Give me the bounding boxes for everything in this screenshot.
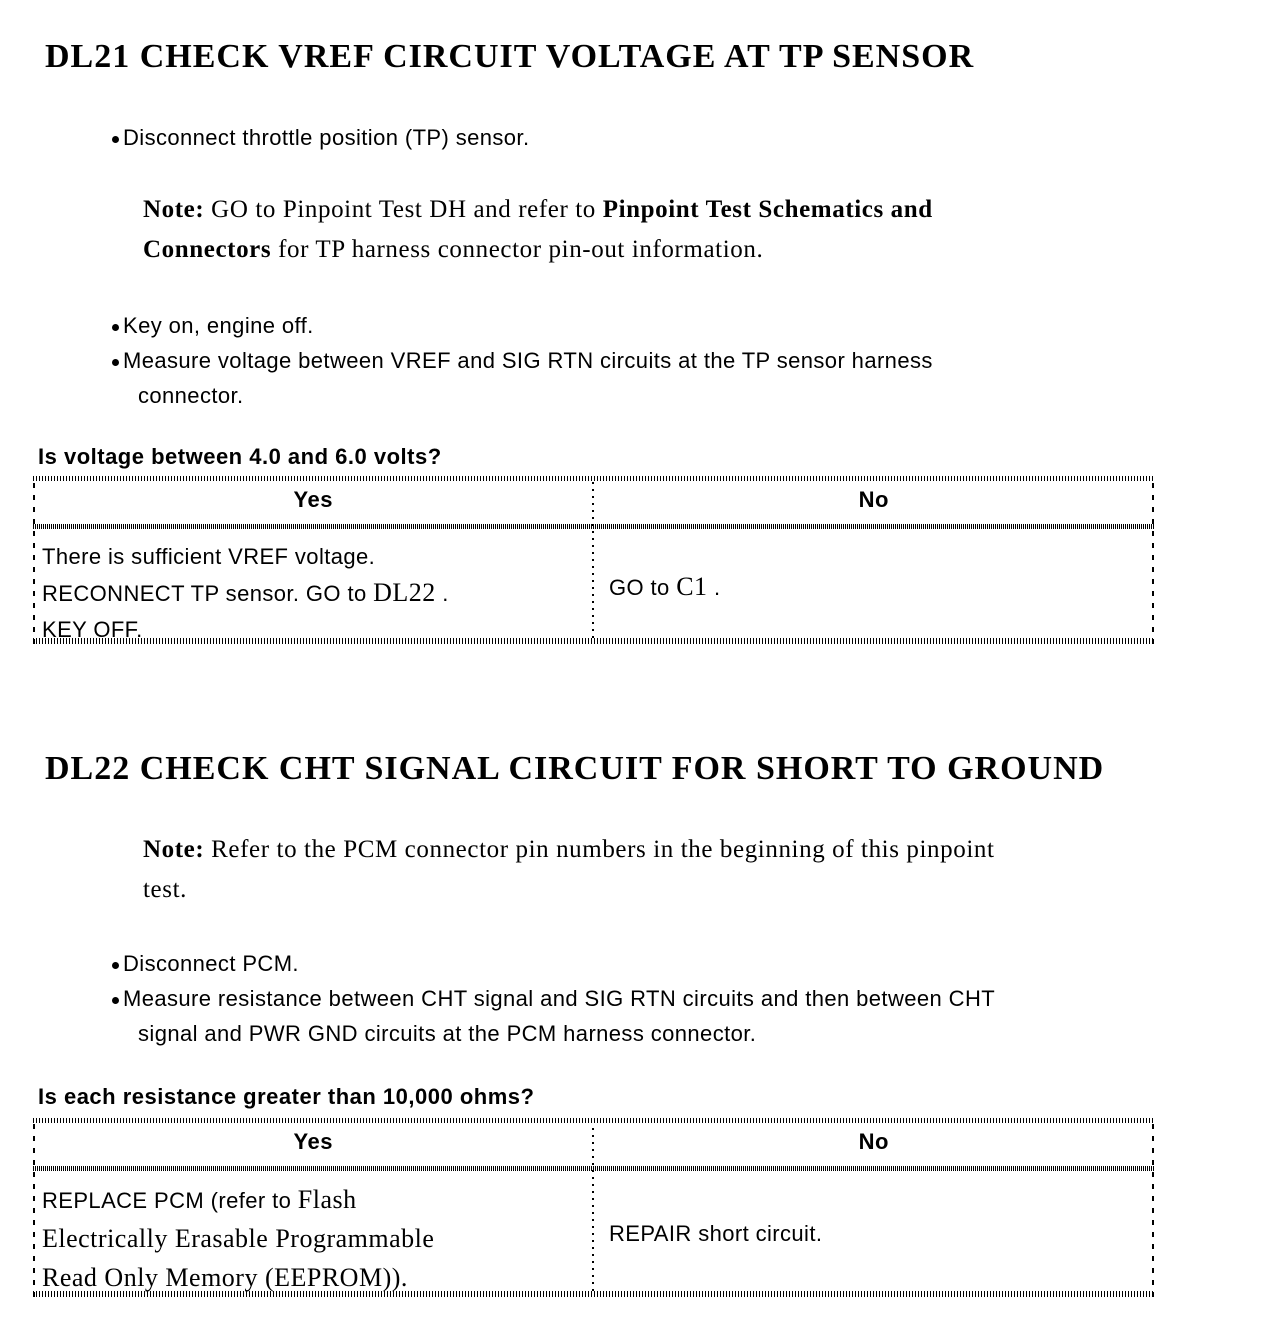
note-text-1: GO to Pinpoint Test DH and refer to bbox=[204, 196, 603, 223]
step-text-line1: Measure resistance between CHT signal and SIG RTN circuits and then between CHT bbox=[123, 986, 996, 1011]
dl21-step-list-1 bbox=[112, 120, 529, 155]
dl22-question: Is each resistance greater than 10,000 ohms? bbox=[38, 1084, 535, 1109]
section-title-dl21: DL21 CHECK VREF CIRCUIT VOLTAGE AT TP SENSOR bbox=[45, 38, 975, 75]
no-column-header: No bbox=[858, 487, 889, 512]
yes-result-line1: There is sufficient VREF voltage. bbox=[42, 544, 376, 569]
no-result-after: . bbox=[707, 574, 721, 600]
step-text: Disconnect throttle position (TP) sensor. bbox=[123, 125, 530, 150]
no-result-text bbox=[609, 572, 721, 602]
list-item-measure-resistance bbox=[112, 981, 995, 1051]
note-bold-2: Connectors bbox=[143, 236, 272, 263]
yes-result-cell bbox=[33, 1171, 597, 1297]
bullet-icon bbox=[112, 962, 119, 969]
link-eeprom-line3[interactable]: Read Only Memory (EEPROM) bbox=[42, 1263, 392, 1292]
note-text-2: test. bbox=[143, 876, 187, 903]
section-title-dl22: DL22 CHECK CHT SIGNAL CIRCUIT FOR SHORT TO GROUND bbox=[45, 750, 1105, 787]
bullet-icon bbox=[112, 997, 119, 1004]
no-result-cell bbox=[597, 1171, 1154, 1297]
dl21-note bbox=[143, 190, 933, 270]
bullet-icon bbox=[112, 324, 119, 331]
yes-result-line3-after: ). bbox=[391, 1263, 408, 1292]
step-text-line1: Measure voltage between VREF and SIG RTN circuits at the TP sensor harness bbox=[123, 348, 933, 373]
dl22-note bbox=[143, 830, 995, 910]
yes-column-header: Yes bbox=[293, 1129, 333, 1154]
step-text-line2: connector. bbox=[138, 383, 244, 408]
yes-result-line1: REPLACE PCM (refer to bbox=[42, 1188, 298, 1213]
link-c1[interactable]: C1 bbox=[676, 571, 708, 601]
list-item-key-on bbox=[112, 308, 933, 343]
yes-result-line2: RECONNECT TP sensor. GO to bbox=[42, 581, 374, 606]
bullet-icon bbox=[112, 359, 119, 366]
step-text: Key on, engine off. bbox=[123, 313, 314, 338]
note-bold-1: Pinpoint Test Schematics and bbox=[602, 196, 933, 223]
dl22-step-list bbox=[112, 946, 995, 1051]
step-text-line2: signal and PWR GND circuits at the PCM harness connector. bbox=[138, 1021, 757, 1046]
note-label: Note: bbox=[143, 836, 205, 863]
column-divider bbox=[592, 481, 594, 638]
yes-result-line2-after: . bbox=[435, 581, 449, 606]
dl22-decision-table bbox=[33, 1118, 1154, 1297]
no-result-text: REPAIR short circuit. bbox=[609, 1221, 823, 1246]
yes-result-cell bbox=[33, 529, 597, 644]
list-item-measure-voltage bbox=[112, 343, 933, 413]
link-dl22[interactable]: DL22 bbox=[373, 578, 436, 607]
dl21-step-list-2 bbox=[112, 308, 933, 413]
note-label: Note: bbox=[143, 196, 205, 223]
link-eeprom-line2[interactable]: Electrically Erasable Programmable bbox=[42, 1224, 435, 1253]
yes-result-line3: KEY OFF. bbox=[42, 617, 143, 642]
dl21-question: Is voltage between 4.0 and 6.0 volts? bbox=[38, 444, 442, 469]
list-item-disconnect-pcm bbox=[112, 946, 995, 981]
no-result-cell bbox=[597, 529, 1154, 644]
no-column-header: No bbox=[858, 1129, 889, 1154]
note-text-2: for TP harness connector pin-out information. bbox=[271, 236, 764, 263]
yes-column-header: Yes bbox=[293, 487, 333, 512]
bullet-icon bbox=[112, 136, 119, 143]
no-result-pre: GO to bbox=[609, 574, 677, 600]
list-item-disconnect-tp bbox=[112, 120, 529, 155]
column-divider bbox=[592, 1123, 594, 1291]
link-eeprom-line1[interactable]: Flash bbox=[297, 1185, 357, 1214]
dl21-decision-table bbox=[33, 476, 1154, 644]
note-text-1: Refer to the PCM connector pin numbers in the beginning of this pinpoint bbox=[204, 836, 995, 863]
step-text: Disconnect PCM. bbox=[123, 951, 299, 976]
